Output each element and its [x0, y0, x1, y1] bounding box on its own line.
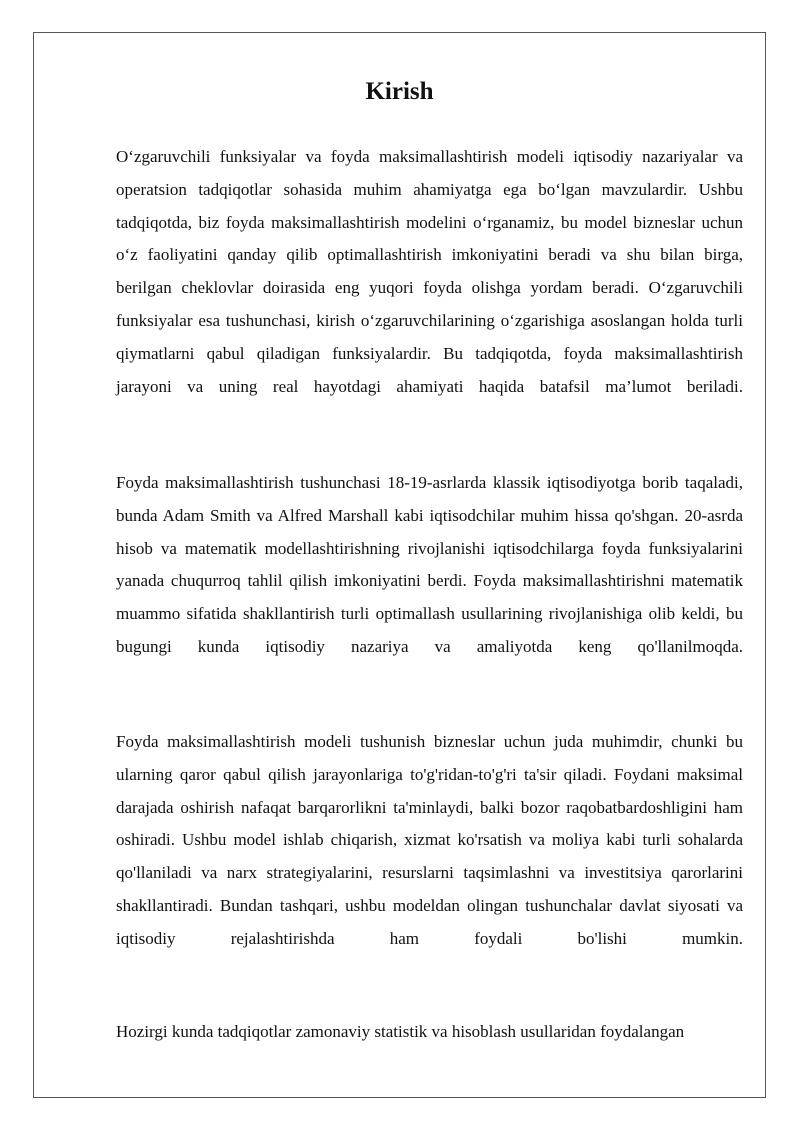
paragraph-4: Hozirgi kunda tadqiqotlar zamonaviy statistik va hisoblash usullaridan foydalangan: [116, 1022, 685, 1041]
document-page: [33, 32, 766, 1098]
paragraph-1: O‘zgaruvchili funksiyalar va foyda maksimallashtirish modeli iqtisodiy nazariyalar va operatsion tadqiqotlar sohasida muhim ahamiyatga ega bo‘lgan mavzulardir. Ushbu tadqiqotda, biz foyda maksimallashtirish modelini o‘rganamiz, bu model bizneslar uchun o‘z faoliyatini qanday qilib optimallashtirish imkoniyatini beradi va shu bilan birga, berilgan cheklovlar doirasida eng yuqori foyda olishga yordam beradi. O‘zgaruvchili funksiyalar esa tushunchasi, kirish o‘zgaruvchilarining o‘zgarishiga asoslangan holda turli qiymatlarni qabul qiladigan funksiyalardir. Bu tadqiqotda, foyda maksimallashtirish jarayoni va uning real hayotdagi ahamiyati haqida batafsil ma’lumot beriladi.: [116, 147, 743, 396]
page-title: Kirish: [365, 78, 434, 105]
paragraph-2: Foyda maksimallashtirish tushunchasi 18-19-asrlarda klassik iqtisodiyotga borib taqaladi, bunda Adam Smith va Alfred Marshall kabi iqtisodchilar muhim hissa qo'shgan. 20-asrda hisob va matematik modellashtirishning rivojlanishi iqtisodchilarga foyda funksiyalarini yanada chuqurroq tahlil qilish imkoniyatini berdi. Foyda maksimallashtirishni matematik muammo sifatida shakllantirish turli optimallash usullarining rivojlanishiga olib keldi, bu bugungi kunda iqtisodiy nazariya va amaliyotda keng qo'llanilmoqda.: [116, 473, 743, 656]
paragraph-3: Foyda maksimallashtirish modeli tushunish bizneslar uchun juda muhimdir, chunki bu ularning qaror qabul qilish jarayonlariga to'g'ridan-to'g'ri ta'sir qiladi. Foydani maksimal darajada oshirish nafaqat barqarorlikni ta'minlaydi, balki bozor raqobatbardoshligini ham oshiradi. Ushbu model ishlab chiqarish, xizmat ko'rsatish va moliya kabi turli sohalarda qo'llaniladi va narx strategiyalarini, resurslarni taqsimlashni va investitsiya qarorlarini shakllantiradi. Bundan tashqari, ushbu modeldan olingan tushunchalar davlat siyosati va iqtisodiy rejalashtirishda ham foydali bo'lishi mumkin.: [116, 732, 743, 948]
